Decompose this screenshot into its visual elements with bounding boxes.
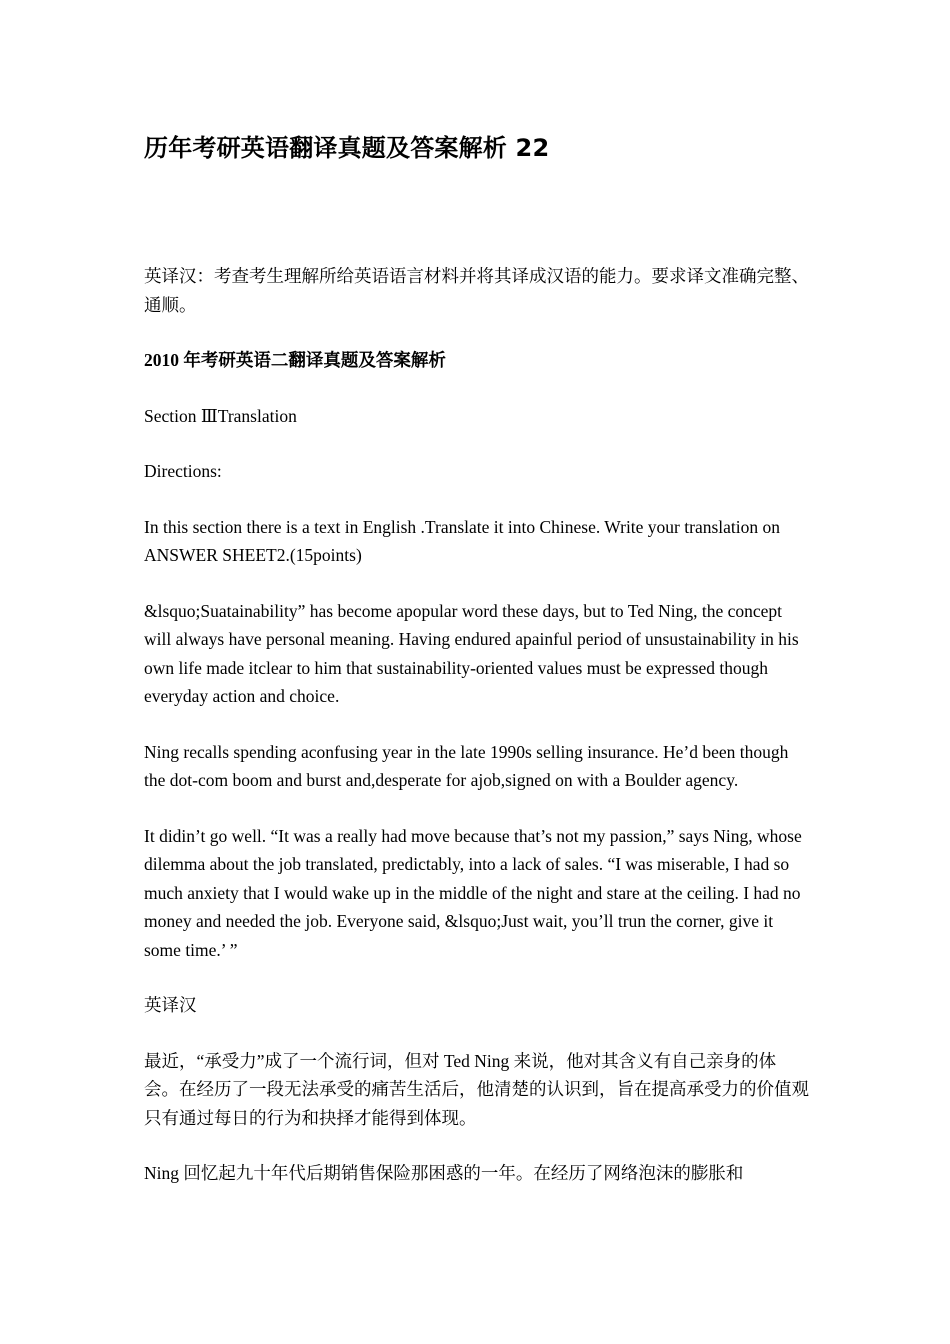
directions-label: Directions: (144, 461, 222, 481)
passage-paragraph-1: &lsquo;Suatainability” has become apopular word these days, but to Ted Ning, the concept will always have personal meaning. Having endured apainful period of unsustainability in his own life made itclear to him that sustainability-oriented values must be expressed though everyday action and choice. (144, 600, 799, 706)
passage-paragraph-2: Ning recalls spending aconfusing year in the late 1990s selling insurance. He’d been though the dot-com boom and burst and,desperate for ajob,signed on with a Boulder agency. (144, 741, 789, 790)
exam-heading: 2010 年考研英语二翻译真题及答案解析 (144, 350, 446, 370)
document-page (144, 128, 810, 1215)
translation-paragraph-1: 最近，“承受力”成了一个流行词，但对 Ted Ning 来说，他对其含义有自己亲身的体会。在经历了一段无法承受的痛苦生活后，他清楚的认识到，旨在提高承受力的价值观只有通过每日的行为和抉择才能得到体现。 (144, 1050, 809, 1128)
passage-paragraph-3: It didin’t go well. “It was a really had move because that’s not my passion,” says Ning, whose dilemma about the job translated, predictably, into a lack of sales. “I was miserable, I had so much anxiety that I would wake up in the middle of the night and stare at the ceiling. I had no money and needed the job. Everyone said, &lsquo;Just wait, you’ll trun the corner, give it some time.’ ” (144, 825, 802, 960)
section-label: Section ⅢTranslation (144, 405, 297, 426)
translation-paragraph-2: Ning 回忆起九十年代后期销售保险那困惑的一年。在经历了网络泡沫的膨胀和 (144, 1163, 744, 1183)
directions-text: In this section there is a text in English .Translate it into Chinese. Write your translation on ANSWER SHEET2.(15points) (144, 516, 781, 565)
translation-label: 英译汉 (144, 995, 197, 1015)
intro-paragraph: 英译汉：考查考生理解所给英语语言材料并将其译成汉语的能力。要求译文准确完整、通顺。 (144, 266, 809, 315)
document-title: 历年考研英语翻译真题及答案解析 22 (144, 134, 550, 162)
